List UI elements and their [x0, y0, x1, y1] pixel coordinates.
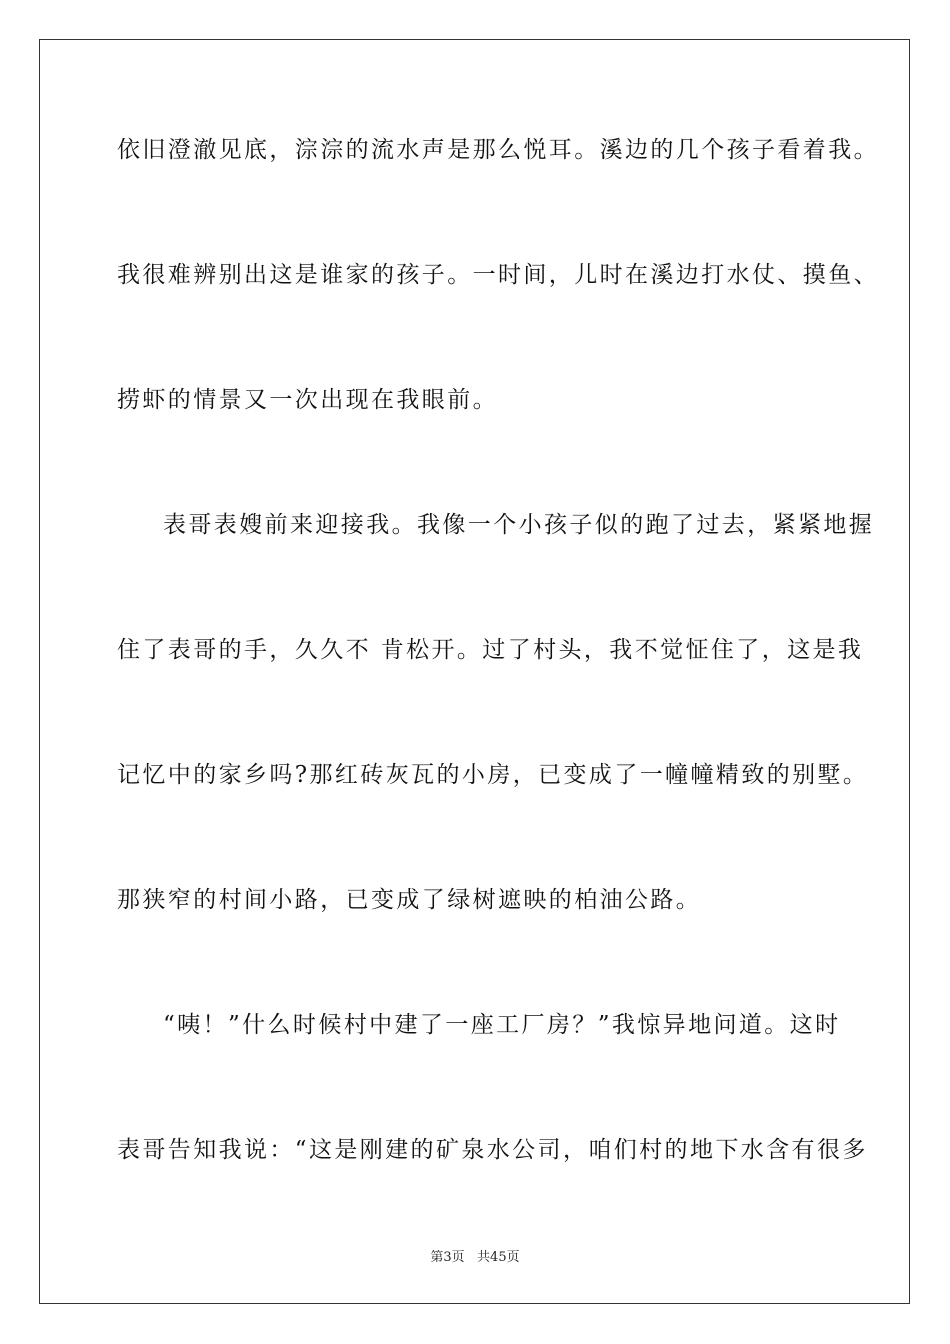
text-line: 依旧澄澈见底，淙淙的流水声是那么悦耳。溪边的几个孩子看着我。	[117, 137, 879, 163]
text-line: 我很难辨别出这是谁家的孩子。一时间，儿时在溪边打水仗、摸鱼、	[117, 262, 879, 288]
text-line: 捞虾的情景又一次出现在我眼前。	[117, 387, 498, 413]
text-line: 表哥告知我说：“这是刚建的矿泉水公司，咱们村的地下水含有很多	[117, 1137, 868, 1163]
page-border	[39, 39, 910, 1304]
text-line: 那狭窄的村间小路，已变成了绿树遮映的柏油公路。	[117, 887, 702, 913]
paragraph-first-line: 表哥表嫂前来迎接我。我像一个小孩子似的跑了过去，紧紧地握	[163, 512, 875, 538]
text-line: 记忆中的家乡吗?那红砖灰瓦的小房，已变成了一幢幢精致的别墅。	[117, 762, 869, 788]
text-line: 住了表哥的手，久久不 肯松开。过了村头，我不觉怔住了，这是我	[117, 637, 864, 663]
page-number: 第3页 共45页	[430, 1250, 520, 1265]
paragraph-first-line: “咦！”什么时候村中建了一座工厂房？”我惊异地问道。这时	[163, 1012, 841, 1038]
